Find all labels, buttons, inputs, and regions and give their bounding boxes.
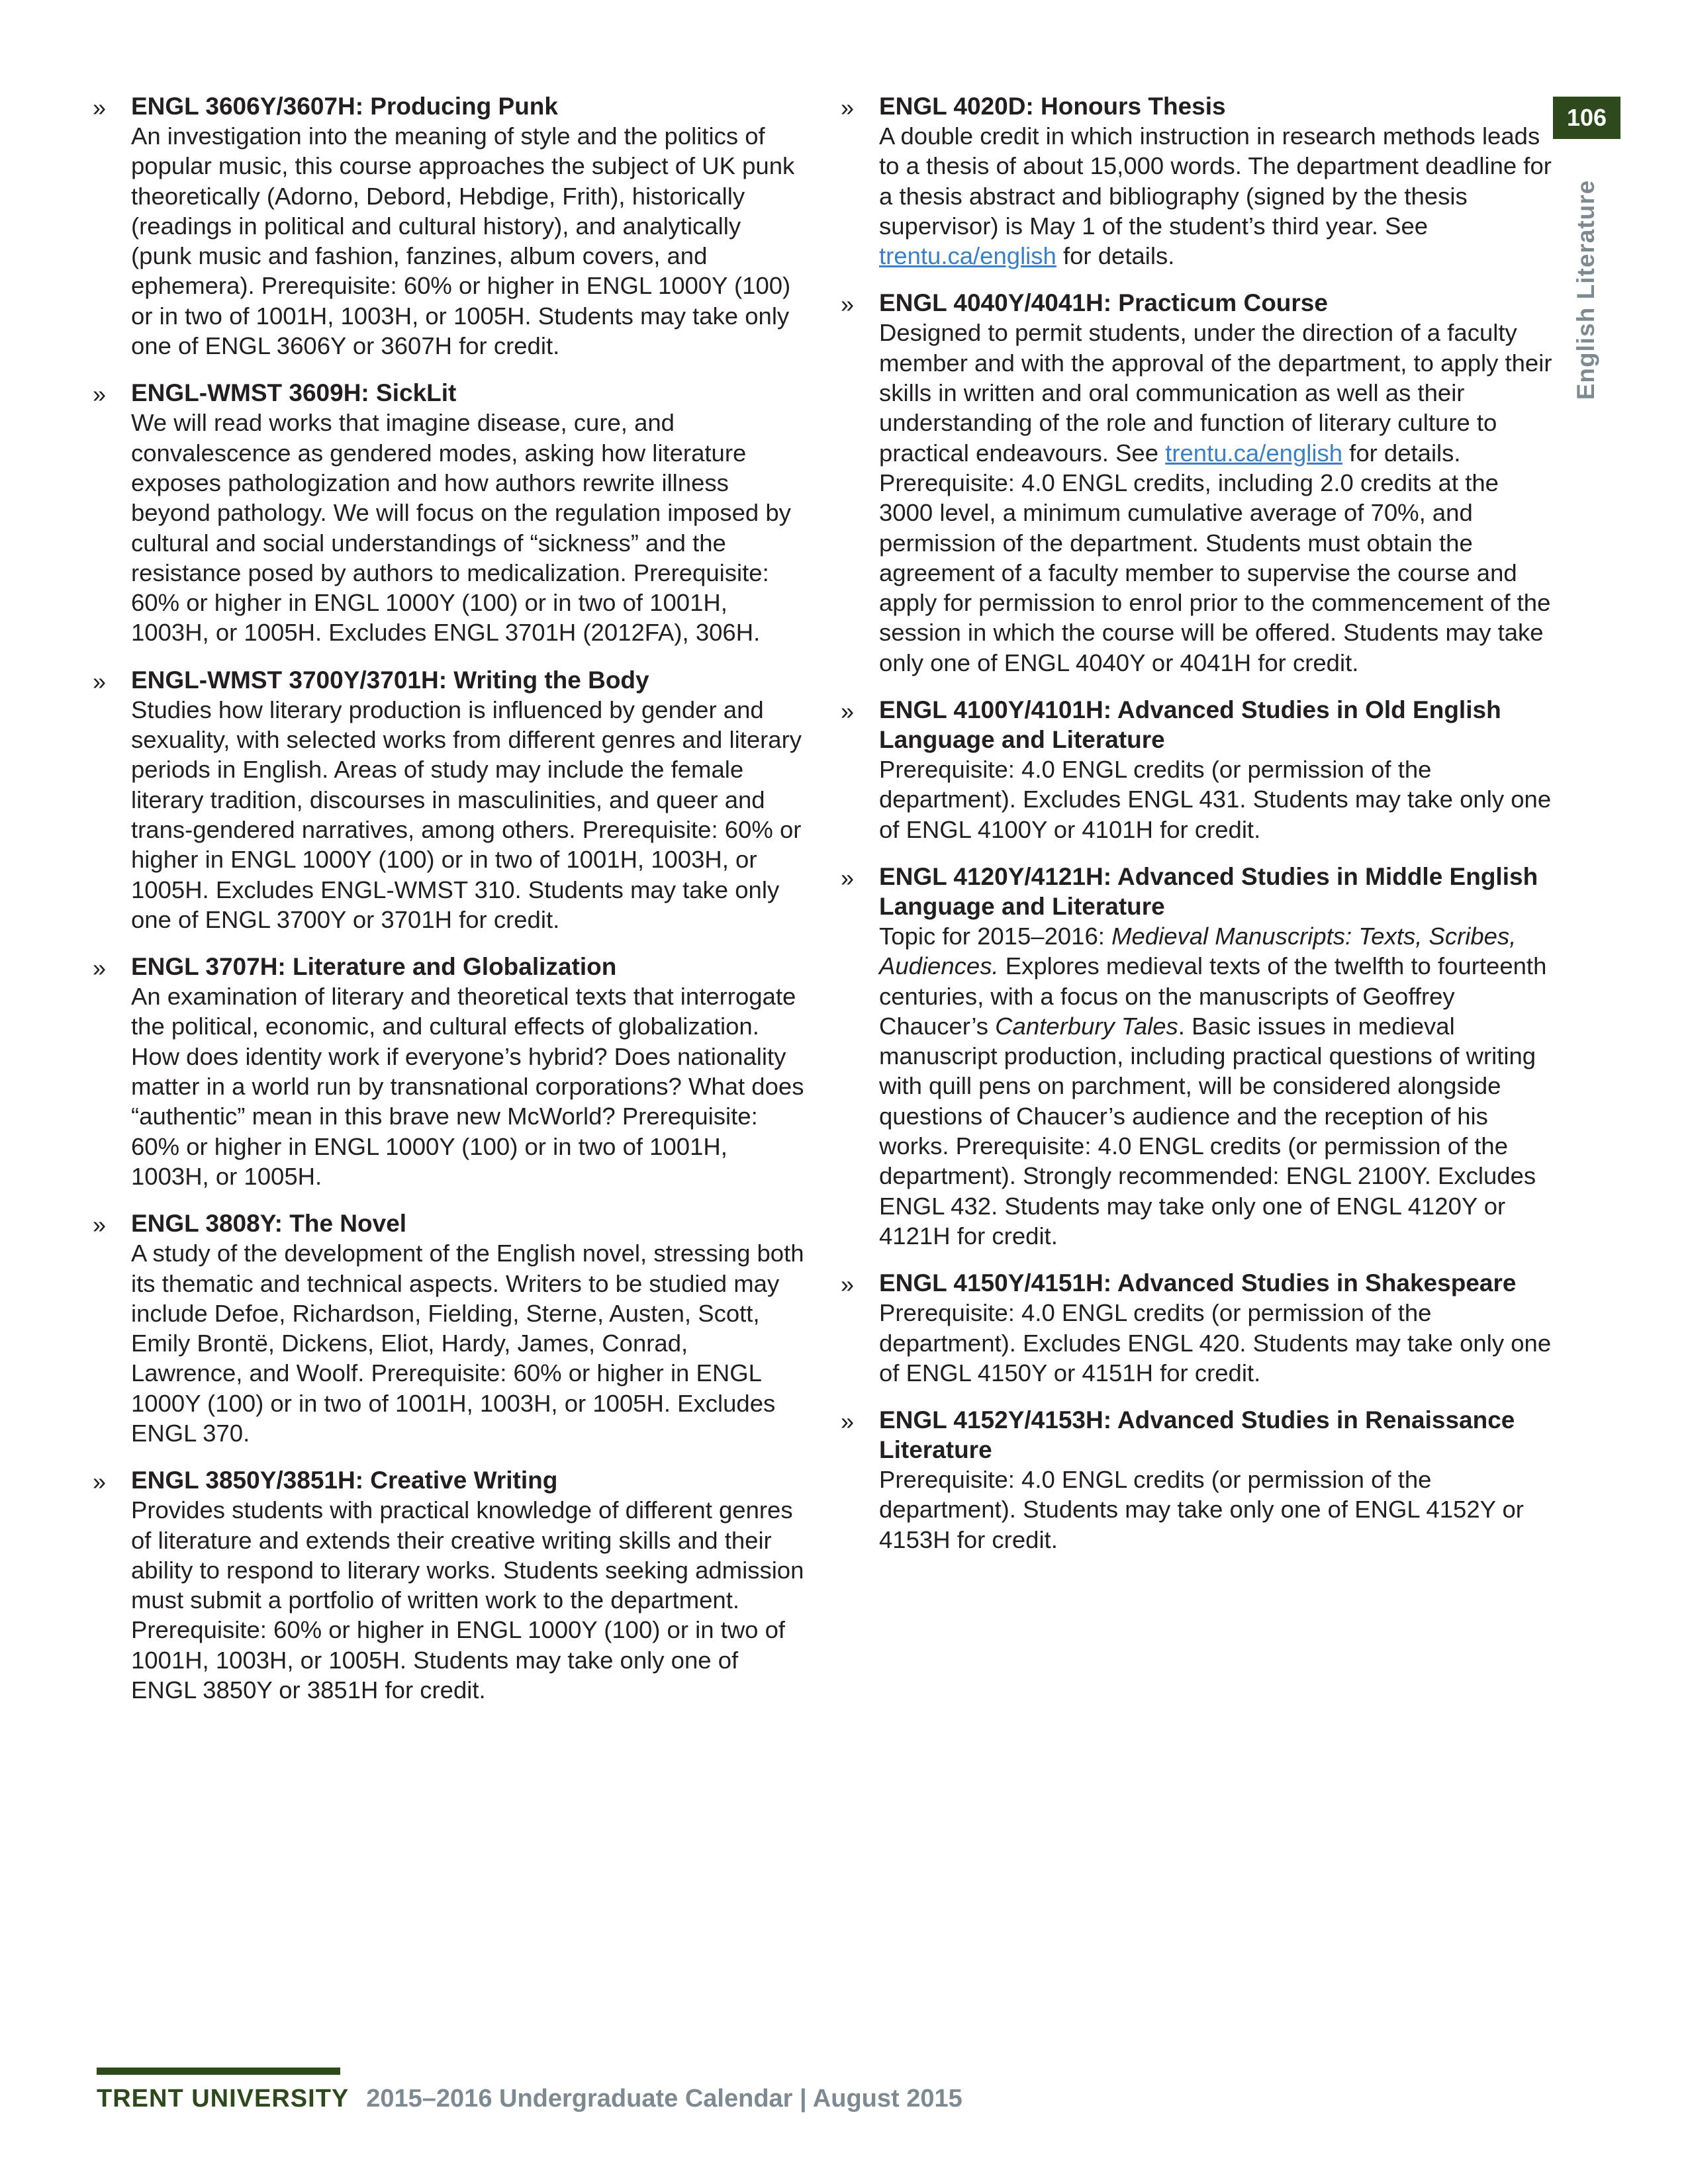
course-description: Provides students with practical knowledge of different genres of literature and extends their creative writing skills and their ability to respond to literary works. Students seeking admission must submit a portfolio of written work to the department. Prerequisite: 60% or higher in ENGL 1000Y (100) or in two of 1001H, 1003H, or 1005H. Students may take only one of ENGL 3850Y or 3851H for credit.	[131, 1496, 804, 1704]
course-description	[879, 121, 1552, 271]
bullet-glyph: »	[841, 698, 855, 725]
bullet-glyph: »	[841, 864, 855, 891]
course-entry	[93, 1465, 804, 1705]
description-text: . Basic issues in medieval manuscript production, including practical questions of writing with quill pens on parchment, will be considered alongside questions of Chaucer’s audience and the reception of his works. Prerequisite: 4.0 ENGL credits (or permission of the department). Strongly recommended: ENGL 2100Y. Excludes ENGL 432. Students may take only one of ENGL 4120Y or 4121H for credit.	[879, 1012, 1536, 1250]
course-entry	[841, 695, 1552, 844]
bullet-glyph: »	[841, 94, 855, 121]
footer-calendar: 2015–2016 Undergraduate Calendar | August 2015	[366, 2085, 962, 2113]
work-title: Canterbury Tales	[995, 1012, 1178, 1040]
course-description	[879, 921, 1552, 1251]
course-description: Studies how literary production is influenced by gender and sexuality, with selected works from different genres and literary periods in English. Areas of study may include the female literary tradition, discourses in masculinities, and queer and trans-gendered narratives, among others. Prerequisite: 60% or higher in ENGL 1000Y (100) or in two of 1001H, 1003H, or 1005H. Excludes ENGL-WMST 310. Students may take only one of ENGL 3700Y or 3701H for credit.	[131, 696, 802, 933]
bullet-glyph: »	[93, 1211, 107, 1239]
course-title: ENGL 3707H: Literature and Globalization	[131, 953, 617, 981]
english-dept-link[interactable]: trentu.ca/english	[879, 242, 1056, 270]
course-title: ENGL 3606Y/3607H: Producing Punk	[131, 93, 558, 120]
course-description: We will read works that imagine disease, cure, and convalescence as gendered modes, asking how literature exposes pathologization and how authors rewrite illness beyond pathology. We will focus on the regulation imposed by cultural and social understandings of “sickness” and the resistance posed by authors to medicalization. Prerequisite: 60% or higher in ENGL 1000Y (100) or in two of 1001H, 1003H, or 1005H. Excludes ENGL 3701H (2012FA), 306H.	[131, 409, 791, 647]
course-entry	[841, 1405, 1552, 1555]
bullet-glyph: »	[93, 1468, 107, 1496]
description-text: Designed to permit students, under the direction of a faculty member and with the approval of the department, to apply their skills in written and oral communication as well as their understanding of the role and function of literary culture to practical endeavours. See	[879, 319, 1552, 467]
bullet-glyph: »	[841, 291, 855, 318]
course-description: A study of the development of the English novel, stressing both its thematic and technical aspects. Writers to be studied may include Defoe, Richardson, Fielding, Sterne, Austen, Scott, Emily Brontë, Dickens, Eliot, Hardy, James, Conrad, Lawrence, and Woolf. Prerequisite: 60% or higher in ENGL 1000Y (100) or in two of 1001H, 1003H, or 1005H. Excludes ENGL 370.	[131, 1240, 804, 1447]
course-description	[879, 318, 1552, 678]
right-column	[841, 91, 1552, 1572]
course-entry	[93, 91, 804, 361]
description-text: A double credit in which instruction in research methods leads to a thesis of about 15,000 words. The department deadline for a thesis abstract and bibliography (signed by the thesis supervisor) is May 1 of the student’s third year. See	[879, 122, 1552, 240]
course-description: An examination of literary and theoretical texts that interrogate the political, economic, and cultural effects of globalization. How does identity work if everyone’s hybrid? Does nationality matter in a world run by transnational corporations? What does “authentic” mean in this brave new McWorld? Prerequisite: 60% or higher in ENGL 1000Y (100) or in two of 1001H, 1003H, or 1005H.	[131, 983, 804, 1190]
bullet-glyph: »	[93, 954, 107, 982]
bullet-glyph: »	[93, 94, 107, 121]
course-description: An investigation into the meaning of style and the politics of popular music, this course approaches the subject of UK punk theoretically (Adorno, Debord, Hebdige, Frith), historically (readings in political and cultural history), and analytically (punk music and fashion, fanzines, album covers, and ephemera). Prerequisite: 60% or higher in ENGL 1000Y (100) or in two of 1001H, 1003H, or 1005H. Students may take only one of ENGL 3606Y or 3607H for credit.	[131, 122, 795, 360]
course-description: Prerequisite: 4.0 ENGL credits (or permission of the department). Excludes ENGL 431. Students may take only one of ENGL 4100Y or 4101H for credit.	[879, 756, 1552, 843]
description-text: Explores medieval texts of the twelfth to fourteenth centuries, with a focus on the manuscripts of Geoffrey Chaucer’s	[879, 952, 1547, 1040]
course-title: ENGL 4020D: Honours Thesis	[879, 93, 1226, 120]
course-title: ENGL 4152Y/4153H: Advanced Studies in Renaissance Literature	[879, 1406, 1515, 1464]
course-title: ENGL 4100Y/4101H: Advanced Studies in Old English Language and Literature	[879, 696, 1501, 754]
bullet-glyph: »	[93, 381, 107, 408]
description-text: for details.	[1056, 242, 1175, 270]
course-entry	[841, 1268, 1552, 1388]
course-description: Prerequisite: 4.0 ENGL credits (or permission of the department). Students may take only one of ENGL 4152Y or 4153H for credit.	[879, 1466, 1524, 1553]
page-footer	[97, 2085, 962, 2113]
course-title: ENGL 3850Y/3851H: Creative Writing	[131, 1467, 558, 1494]
description-text: Topic for 2015–2016:	[879, 922, 1112, 950]
course-entry	[93, 378, 804, 647]
course-title: ENGL 4150Y/4151H: Advanced Studies in Shakespeare	[879, 1269, 1517, 1297]
footer-rule	[97, 2068, 340, 2075]
footer-university: TRENT UNIVERSITY	[97, 2085, 350, 2113]
topic-title: Medieval Manuscripts: Texts, Scribes, Audiences.	[879, 922, 1517, 980]
bullet-glyph: »	[841, 1271, 855, 1298]
course-title: ENGL 4040Y/4041H: Practicum Course	[879, 289, 1328, 317]
course-title: ENGL-WMST 3700Y/3701H: Writing the Body	[131, 666, 649, 694]
english-dept-link[interactable]: trentu.ca/english	[1165, 439, 1343, 467]
course-entry	[93, 1208, 804, 1448]
bullet-glyph: »	[841, 1408, 855, 1435]
description-text: for details. Prerequisite: 4.0 ENGL credits, including 2.0 credits at the 3000 level, a minimum cumulative average of 70%, and permission of the department. Students must obtain the agreement of a faculty member to supervise the course and apply for permission to enrol prior to the commencement of the session in which the course will be offered. Students may take only one of ENGL 4040Y or 4041H for credit.	[879, 439, 1551, 676]
course-entry	[841, 91, 1552, 271]
bullet-glyph: »	[93, 667, 107, 695]
course-entry	[93, 665, 804, 934]
course-title: ENGL 3808Y: The Novel	[131, 1210, 407, 1238]
course-entry	[841, 288, 1552, 678]
course-entry	[93, 952, 804, 1191]
page-number-badge: 106	[1553, 97, 1620, 139]
course-entry	[841, 862, 1552, 1251]
course-title: ENGL 4120Y/4121H: Advanced Studies in Middle English Language and Literature	[879, 862, 1538, 920]
course-title: ENGL-WMST 3609H: SickLit	[131, 379, 457, 407]
left-column	[93, 91, 804, 1722]
course-description: Prerequisite: 4.0 ENGL credits (or permission of the department). Excludes ENGL 420. Students may take only one of ENGL 4150Y or 4151H for credit.	[879, 1299, 1552, 1387]
section-side-label: English Literature	[1572, 179, 1599, 400]
